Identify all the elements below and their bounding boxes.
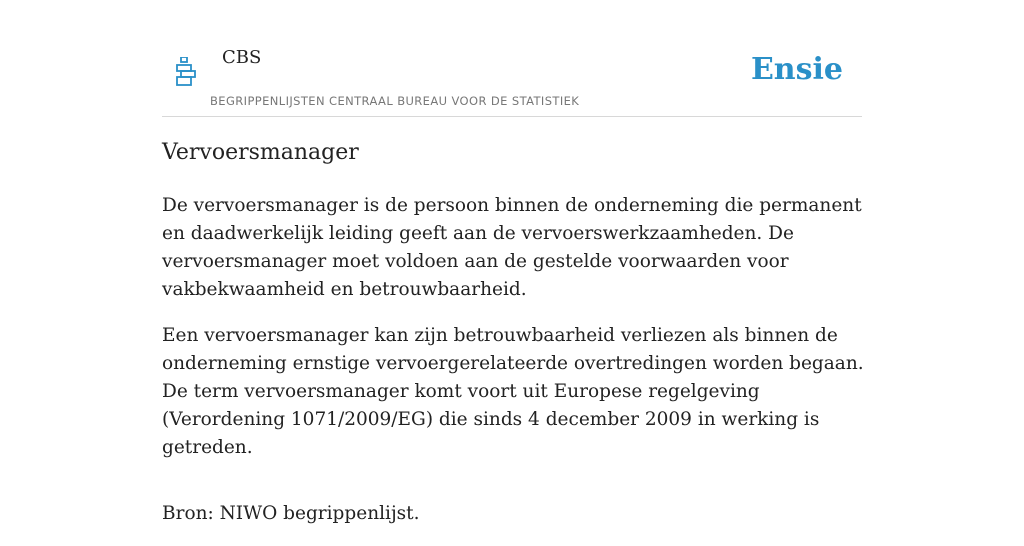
cbs-logo-icon[interactable] xyxy=(176,57,196,87)
header xyxy=(162,0,862,117)
article-body xyxy=(162,192,872,546)
org-name[interactable]: CBS xyxy=(222,47,262,68)
ensie-brand-link[interactable]: Ensie xyxy=(750,52,843,87)
paragraph: Een vervoersmanager kan zijn betrouwbaarheid verliezen als binnen de onderneming ernstige vervoergerelateerde overtredingen worden begaan. De term vervoersmanager komt voort uit Europese regelgeving (Verordening 1071/2009/EG) die sinds 4 december 2009 in werking is getreden. xyxy=(162,325,864,458)
site-subtitle: BEGRIPPENLIJSTEN CENTRAAL BUREAU VOOR DE STATISTIEK xyxy=(210,94,580,108)
source-note: Bron: NIWO begrippenlijst. xyxy=(162,503,420,524)
page-title: Vervoersmanager xyxy=(162,140,359,165)
paragraph: De vervoersmanager is de persoon binnen de onderneming die permanent en daadwerkelijk leiding geeft aan de vervoerswerkzaamheden. De vervoersmanager moet voldoen aan de gestelde voorwaarden voor vakbekwaamheid en betrouwbaarheid. xyxy=(162,195,862,300)
